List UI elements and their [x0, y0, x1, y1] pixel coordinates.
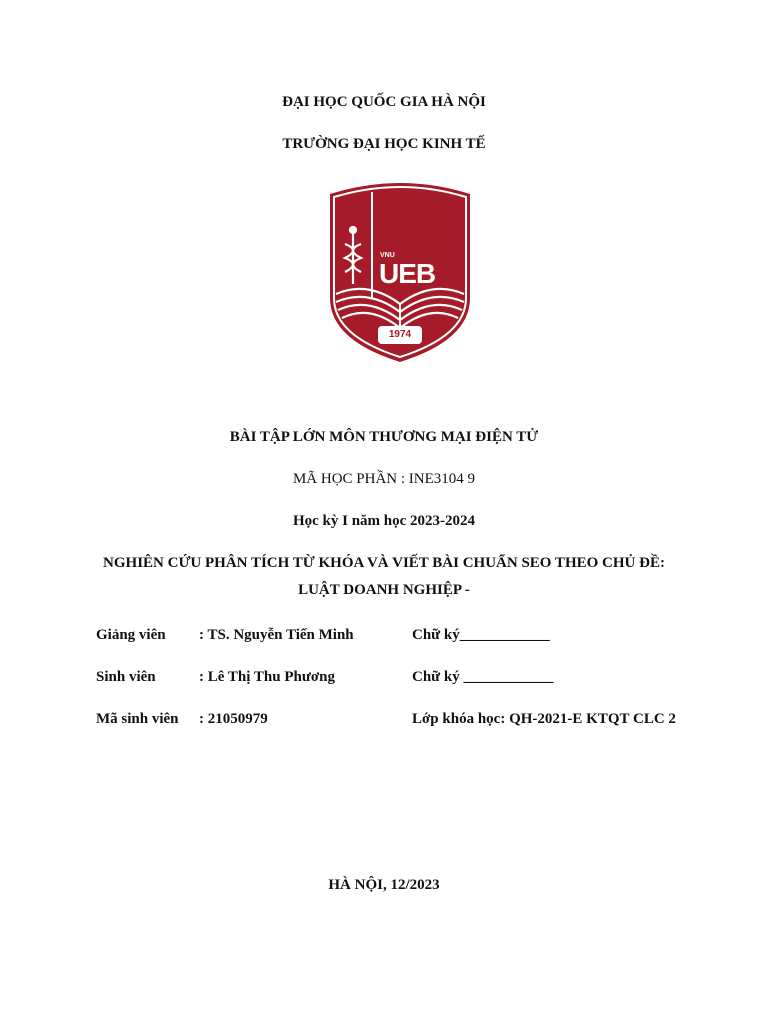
info-row-lecturer — [96, 627, 716, 649]
info-row-student — [96, 669, 716, 691]
info-value: : Lê Thị Thu Phương — [199, 669, 335, 685]
info-value: : 21050979 — [199, 711, 268, 727]
assignment-title: BÀI TẬP LỚN MÔN THƯƠNG MẠI ĐIỆN TỬ — [229, 429, 539, 445]
info-label: Sinh viên — [96, 669, 156, 685]
signature-field: Chữ ký ____________ — [412, 669, 554, 685]
topic-line-2: LUẬT DOANH NGHIỆP - — [298, 582, 470, 598]
topic-line-1: NGHIÊN CỨU PHÂN TÍCH TỪ KHÓA VÀ VIẾT BÀI CHUẨN SEO THEO CHỦ ĐỀ: — [103, 555, 665, 571]
place-date: HÀ NỘI, 12/2023 — [328, 877, 440, 893]
school-name: TRƯỜNG ĐẠI HỌC KINH TẾ — [282, 136, 486, 152]
info-row-student-id — [96, 711, 716, 733]
semester: Học kỳ I năm học 2023-2024 — [292, 513, 476, 529]
logo-vnu-text: VNU — [380, 252, 395, 259]
info-label: Mã sinh viên — [96, 711, 179, 727]
class-info: Lớp khóa học: QH-2021-E KTQT CLC 2 — [412, 711, 676, 727]
info-label: Giảng viên — [96, 627, 166, 643]
logo-ueb-text: UEB — [379, 258, 436, 289]
logo-year-text: 1974 — [388, 329, 412, 340]
info-value: : TS. Nguyễn Tiến Minh — [199, 627, 354, 643]
signature-field: Chữ ký____________ — [412, 627, 550, 643]
university-name: ĐẠI HỌC QUỐC GIA HÀ NỘI — [282, 94, 486, 110]
course-code: MÃ HỌC PHẦN : INE3104 9 — [292, 471, 476, 487]
